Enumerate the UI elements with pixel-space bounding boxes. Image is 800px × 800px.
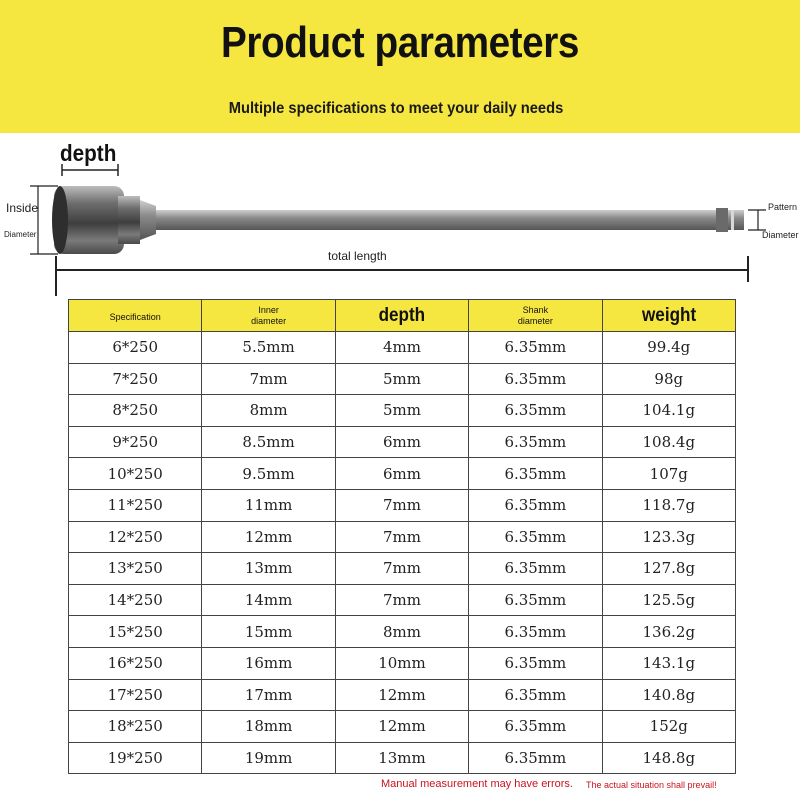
spec-table xyxy=(68,299,736,774)
cell-inner: 5.5mm xyxy=(202,332,335,364)
table-row xyxy=(69,711,736,743)
cell-depth: 7mm xyxy=(335,584,468,616)
cell-spec: 6*250 xyxy=(69,332,202,364)
cell-inner: 8mm xyxy=(202,395,335,427)
cell-inner: 18mm xyxy=(202,711,335,743)
footer-note-errors: Manual measurement may have errors. xyxy=(381,778,573,790)
cell-spec: 8*250 xyxy=(69,395,202,427)
cell-depth: 5mm xyxy=(335,395,468,427)
header-depth: depth xyxy=(335,300,468,332)
cell-shank: 6.35mm xyxy=(469,458,602,490)
table-row xyxy=(69,679,736,711)
cell-spec: 18*250 xyxy=(69,711,202,743)
cell-weight: 99.4g xyxy=(602,332,735,364)
cell-inner: 17mm xyxy=(202,679,335,711)
shaft xyxy=(156,210,716,230)
cell-depth: 8mm xyxy=(335,616,468,648)
cell-depth: 12mm xyxy=(335,679,468,711)
cell-weight: 136.2g xyxy=(602,616,735,648)
cell-inner: 12mm xyxy=(202,521,335,553)
cell-spec: 7*250 xyxy=(69,363,202,395)
cell-inner: 13mm xyxy=(202,553,335,585)
cell-depth: 7mm xyxy=(335,553,468,585)
cell-weight: 143.1g xyxy=(602,647,735,679)
cell-weight: 118.7g xyxy=(602,489,735,521)
cell-weight: 108.4g xyxy=(602,426,735,458)
cell-inner: 7mm xyxy=(202,363,335,395)
cell-shank: 6.35mm xyxy=(469,584,602,616)
cell-weight: 125.5g xyxy=(602,584,735,616)
cell-shank: 6.35mm xyxy=(469,553,602,585)
cell-depth: 10mm xyxy=(335,647,468,679)
table-row xyxy=(69,616,736,648)
cell-shank: 6.35mm xyxy=(469,426,602,458)
cell-inner: 14mm xyxy=(202,584,335,616)
table-row xyxy=(69,363,736,395)
table-row xyxy=(69,332,736,364)
table-header-row xyxy=(69,300,736,332)
cell-shank: 6.35mm xyxy=(469,363,602,395)
header-shank-diameter: Shank diameter xyxy=(469,300,602,332)
inside-diameter-label: Diameter xyxy=(4,230,37,239)
socket-bit-diagram xyxy=(0,130,800,300)
table-row xyxy=(69,584,736,616)
header-weight: weight xyxy=(602,300,735,332)
cell-inner: 11mm xyxy=(202,489,335,521)
cell-weight: 98g xyxy=(602,363,735,395)
cell-shank: 6.35mm xyxy=(469,332,602,364)
cell-weight: 123.3g xyxy=(602,521,735,553)
cell-spec: 16*250 xyxy=(69,647,202,679)
cell-weight: 148.8g xyxy=(602,742,735,774)
cell-weight: 140.8g xyxy=(602,679,735,711)
cell-depth: 5mm xyxy=(335,363,468,395)
table-row xyxy=(69,742,736,774)
cell-weight: 107g xyxy=(602,458,735,490)
header-specification: Specification xyxy=(69,300,202,332)
cell-inner: 15mm xyxy=(202,616,335,648)
cell-shank: 6.35mm xyxy=(469,711,602,743)
cell-depth: 7mm xyxy=(335,489,468,521)
cell-shank: 6.35mm xyxy=(469,616,602,648)
cell-spec: 13*250 xyxy=(69,553,202,585)
cell-spec: 10*250 xyxy=(69,458,202,490)
header-inner-diameter: Inner diameter xyxy=(202,300,335,332)
depth-label: depth xyxy=(60,140,117,166)
cell-spec: 15*250 xyxy=(69,616,202,648)
cell-shank: 6.35mm xyxy=(469,489,602,521)
page-title: Product parameters xyxy=(221,18,579,67)
inside-label: Inside xyxy=(6,201,39,215)
cell-depth: 6mm xyxy=(335,426,468,458)
pattern-diameter-dimension xyxy=(748,210,766,230)
socket-head xyxy=(52,186,156,254)
cell-inner: 16mm xyxy=(202,647,335,679)
table-row xyxy=(69,521,736,553)
cell-spec: 19*250 xyxy=(69,742,202,774)
hex-shank xyxy=(716,208,744,232)
table-row xyxy=(69,426,736,458)
cell-spec: 12*250 xyxy=(69,521,202,553)
table-row xyxy=(69,395,736,427)
page-subtitle: Multiple specifications to meet your daily needs xyxy=(228,100,564,117)
cell-inner: 19mm xyxy=(202,742,335,774)
cell-spec: 9*250 xyxy=(69,426,202,458)
cell-depth: 12mm xyxy=(335,711,468,743)
cell-inner: 8.5mm xyxy=(202,426,335,458)
cell-shank: 6.35mm xyxy=(469,395,602,427)
cell-depth: 6mm xyxy=(335,458,468,490)
table-row xyxy=(69,489,736,521)
cell-weight: 104.1g xyxy=(602,395,735,427)
cell-shank: 6.35mm xyxy=(469,679,602,711)
cell-shank: 6.35mm xyxy=(469,521,602,553)
total-length-label: total length xyxy=(328,249,387,263)
table-row xyxy=(69,553,736,585)
pattern-label: Pattern xyxy=(768,202,798,212)
cell-shank: 6.35mm xyxy=(469,742,602,774)
pattern-diameter-label: Diameter xyxy=(762,230,799,240)
cell-spec: 17*250 xyxy=(69,679,202,711)
total-length-dimension xyxy=(56,256,748,296)
cell-depth: 4mm xyxy=(335,332,468,364)
cell-weight: 127.8g xyxy=(602,553,735,585)
cell-shank: 6.35mm xyxy=(469,647,602,679)
cell-depth: 7mm xyxy=(335,521,468,553)
cell-weight: 152g xyxy=(602,711,735,743)
cell-spec: 11*250 xyxy=(69,489,202,521)
table-row xyxy=(69,647,736,679)
cell-inner: 9.5mm xyxy=(202,458,335,490)
cell-spec: 14*250 xyxy=(69,584,202,616)
cell-depth: 13mm xyxy=(335,742,468,774)
footer-note-actual: The actual situation shall prevail! xyxy=(586,780,717,790)
table-row xyxy=(69,458,736,490)
